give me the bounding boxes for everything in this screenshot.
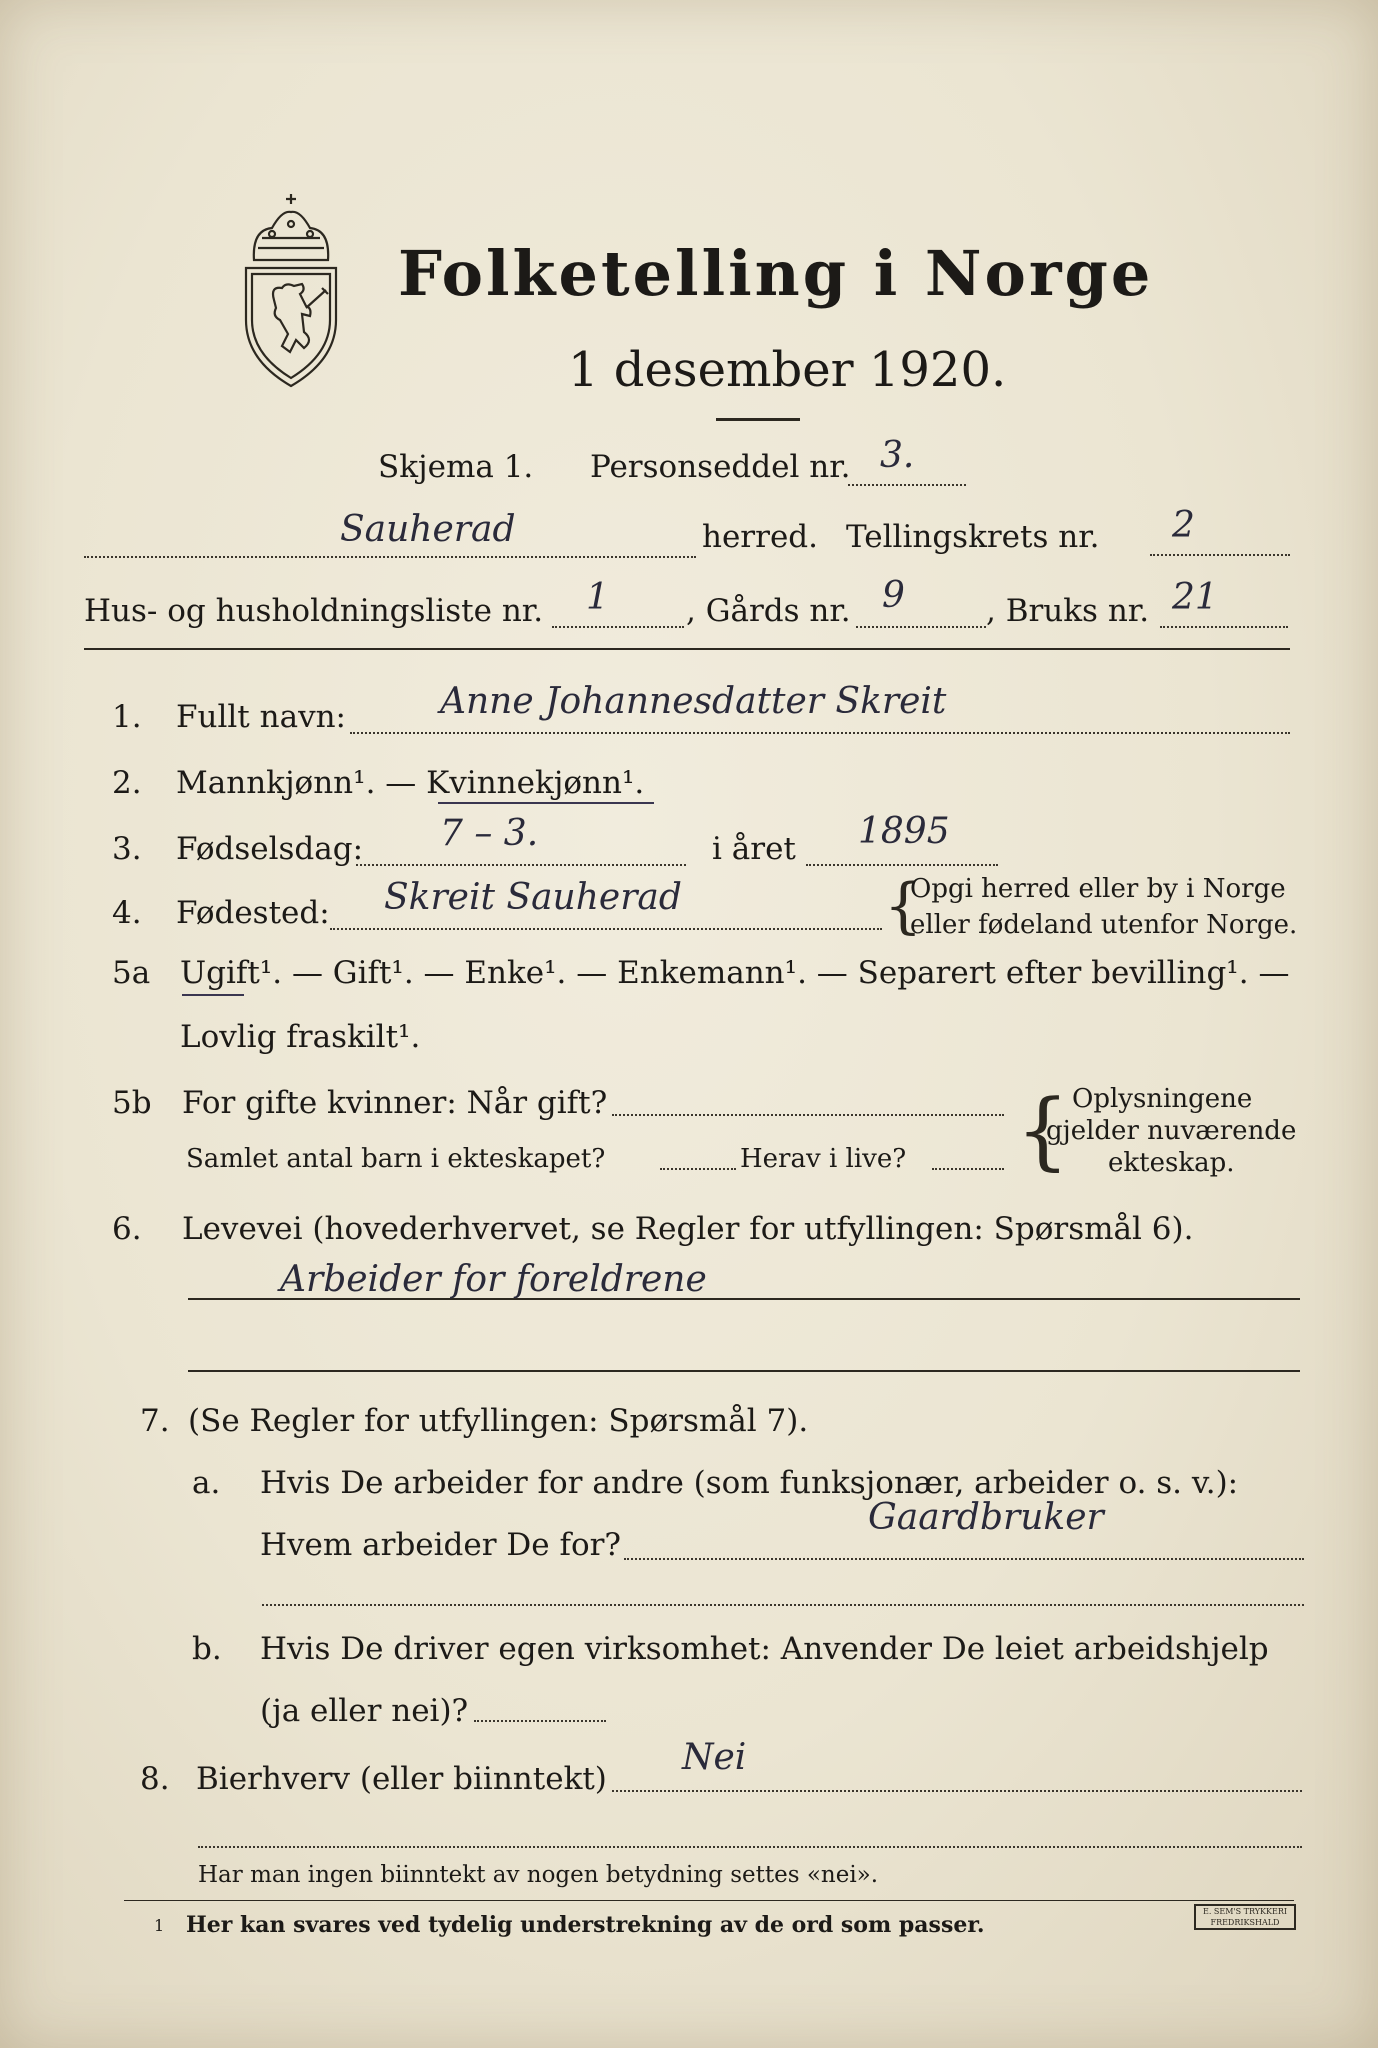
tellingskrets-dotline (1150, 554, 1290, 556)
q5b-line2a: Samlet antal barn i ekteskapet? (186, 1144, 606, 1174)
footnote-text: Her kan svares ved tydelig understrekning av de ord som passer. (186, 1912, 985, 1938)
bruks-dotline (1160, 626, 1288, 628)
gards-value[interactable]: 9 (882, 575, 905, 616)
footer-note: Har man ingen biinntekt av nogen betydning settes «nei». (198, 1862, 879, 1888)
q5a-number: 5a (112, 955, 151, 991)
q4-value[interactable]: Skreit Sauherad (384, 877, 682, 918)
q4-note-line2: eller fødeland utenfor Norge. (910, 910, 1298, 940)
q7b-letter: b. (192, 1631, 222, 1667)
q5b-barn-dotline (660, 1168, 736, 1170)
hus-value[interactable]: 1 (586, 577, 609, 618)
q4-dotline (330, 928, 882, 930)
q7-label: (Se Regler for utfyllingen: Spørsmål 7). (188, 1403, 809, 1439)
q8-dotline2 (198, 1846, 1302, 1848)
gards-label: , Gårds nr. (686, 593, 851, 629)
form-title: Folketelling i Norge (398, 237, 1154, 310)
q7a-dotline2 (262, 1604, 1304, 1606)
q6-value[interactable]: Arbeider for foreldrene (280, 1259, 707, 1300)
q7a-line1: Hvis De arbeider for andre (som funksjonær, arbeider o. s. v.): (260, 1465, 1239, 1501)
q3-year-dotline (806, 864, 998, 866)
q7b-line2: (ja eller nei)? (260, 1693, 469, 1729)
hus-label: Hus- og husholdningsliste nr. (84, 593, 544, 629)
tellingskrets-value[interactable]: 2 (1172, 505, 1195, 546)
q3-year-label: i året (712, 831, 796, 867)
q5b-note-line2: gjelder nuværende (1046, 1116, 1297, 1146)
q7a-line2: Hvem arbeider De for? (260, 1527, 622, 1563)
q6-answer-line2 (188, 1370, 1300, 1372)
personseddel-value[interactable]: 3. (880, 435, 915, 476)
q7-number: 7. (140, 1403, 170, 1439)
q2-label: Mannkjønn¹. — Kvinnekjønn¹. (176, 765, 645, 801)
q8-label: Bierhverv (eller biinntekt) (196, 1761, 607, 1797)
printer-stamp-line1: E. SEM'S TRYKKERI (1202, 1907, 1288, 1916)
q1-value[interactable]: Anne Johannesdatter Skreit (440, 681, 947, 722)
q5a-line1: Ugift¹. — Gift¹. — Enke¹. — Enkemann¹. — Separert efter bevilling¹. — (180, 955, 1290, 991)
q5b-nar-gift-dotline (612, 1114, 1004, 1116)
q4-brace: { (884, 871, 923, 941)
footnote-rule (124, 1900, 1294, 1901)
herred-dotline (84, 556, 696, 558)
norwegian-coat-of-arms-icon (232, 190, 350, 390)
personseddel-dotline (848, 484, 966, 486)
q2-number: 2. (112, 765, 142, 801)
bruks-label: , Bruks nr. (986, 593, 1150, 629)
q5b-brace: { (1016, 1081, 1070, 1179)
q7a-letter: a. (192, 1465, 221, 1501)
q3-date-dotline (356, 864, 686, 866)
q5b-line1: For gifte kvinner: Når gift? (182, 1085, 608, 1121)
footnote-mark: 1 (154, 1916, 165, 1935)
q5b-number: 5b (112, 1085, 152, 1121)
q5b-line2b: Herav i live? (740, 1144, 907, 1174)
q4-note-line1: Opgi herred eller by i Norge (910, 874, 1286, 904)
q5a-ugift-underline (182, 994, 244, 996)
schema-label: Skjema 1. (378, 449, 534, 485)
herred-label: herred. (702, 519, 818, 555)
q8-number: 8. (140, 1761, 170, 1797)
header-rule (84, 648, 1290, 650)
printer-stamp-line2: FREDRIKSHALD (1210, 1918, 1280, 1927)
hus-dotline (552, 626, 684, 628)
title-divider (716, 418, 800, 421)
q7a-dotline (624, 1558, 1304, 1560)
q3-label: Fødselsdag: (176, 831, 364, 867)
q3-year-value[interactable]: 1895 (858, 811, 950, 852)
q1-label: Fullt navn: (176, 699, 346, 735)
form-date: 1 desember 1920. (568, 342, 1007, 398)
q5b-note-line1: Oplysningene (1072, 1084, 1253, 1114)
q3-number: 3. (112, 831, 142, 867)
q7b-line1: Hvis De driver egen virksomhet: Anvender De leiet arbeidshjelp (260, 1631, 1269, 1667)
gards-dotline (856, 626, 986, 628)
q5b-note-line3: ekteskap. (1108, 1148, 1235, 1178)
q8-dotline (612, 1790, 1302, 1792)
q7b-dotline (474, 1720, 606, 1722)
q6-label: Levevei (hovederhvervet, se Regler for utfyllingen: Spørsmål 6). (182, 1211, 1194, 1247)
printer-stamp (1194, 1904, 1296, 1930)
bruks-value[interactable]: 21 (1172, 577, 1218, 618)
herred-value[interactable]: Sauherad (340, 509, 516, 550)
q4-number: 4. (112, 895, 142, 931)
q7a-value[interactable]: Gaardbruker (868, 1497, 1104, 1538)
q4-label: Fødested: (176, 895, 330, 931)
q5b-i-live-dotline (932, 1168, 1004, 1170)
tellingskrets-label: Tellingskrets nr. (846, 519, 1100, 555)
q3-value[interactable]: 7 – 3. (440, 813, 539, 854)
personseddel-label: Personseddel nr. (590, 449, 851, 485)
q2-kvinnekjonn-underline (438, 802, 654, 804)
q6-number: 6. (112, 1211, 142, 1247)
q1-number: 1. (112, 699, 142, 735)
q1-dotline (350, 732, 1290, 734)
q8-value[interactable]: Nei (682, 1737, 747, 1778)
q5a-line2: Lovlig fraskilt¹. (180, 1019, 421, 1055)
